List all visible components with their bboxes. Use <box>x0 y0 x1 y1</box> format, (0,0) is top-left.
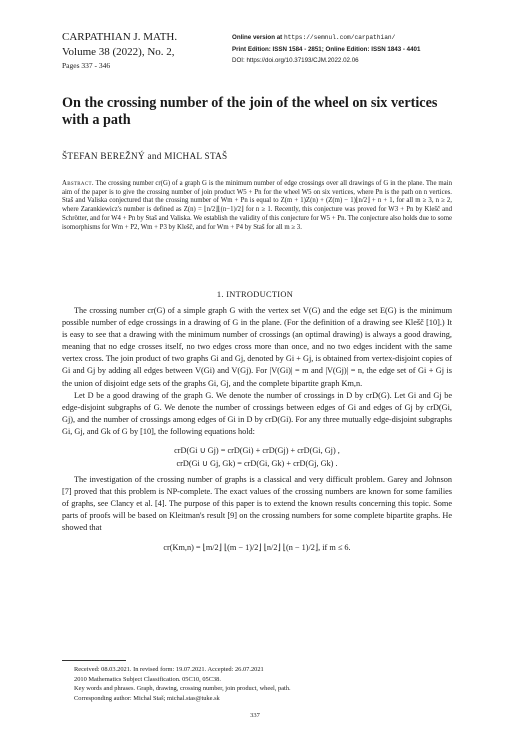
online-url[interactable]: https://semnul.com/carpathian/ <box>283 34 396 41</box>
equation-1: crD(Gi ∪ Gj) = crD(Gi) + crD(Gj) + crD(Gi, Gj) , <box>174 446 340 456</box>
equation-2: crD(Gi ∪ Gj, Gk) = crD(Gi, Gk) + crD(Gj, Gk) . <box>176 459 338 469</box>
corresponding-author: Corresponding author: Michal Staš; michal.stas@tuke.sk <box>74 694 220 702</box>
msc-classification: 2010 Mathematics Subject Classification. 05C10, 05C38. <box>74 675 221 683</box>
paragraph-2: Let D be a good drawing of the graph G. We denote the number of crossings in D by crD(G). Let Gi and Gj be edge-disjoint subgraphs of G. We denote the number of crossings between edges of Gi and edges of Gj by crD(Gi, Gj), and the number of crossings among edges of Gi in D by crD(Gi). For any three mutually edge-disjoint subgraphs Gi, Gj, and Gk of G by [10], the following equations hold: <box>62 390 452 436</box>
volume-line: Volume 38 (2022), No. 2, <box>62 46 175 58</box>
footnotes <box>62 665 462 703</box>
publication-info <box>232 32 462 67</box>
online-label: Online version at <box>232 34 283 41</box>
pages-line: Pages 337 - 346 <box>62 61 111 70</box>
authors: ŠTEFAN BEREŽNÝ and MICHAL STAŠ <box>62 151 228 161</box>
equation-block <box>62 444 452 470</box>
paragraph-1: The crossing number cr(G) of a simple graph G with the vertex set V(G) and the edge set E(G) is the minimum possible number of edge crossings in a drawing of G in the plane. (For the definition of a drawing see Klešč [10].) It is easy to see that a drawing with the minimum number of crossings (an optimal drawing) is always a good drawing, meaning that no edge crosses itself, no two edges cross more than once, and no two edges incident with the same vertex cross. The join product of two graphs Gi and Gj, denoted by Gi + Gj, is obtained from vertex-disjoint copies of Gi and Gj by adding all edges between V(Gi) and V(Gj). For |V(Gi)| = m and |V(Gj)| = n, the edge set of Gi + Gj is the union of disjoint edge sets of the graphs Gi, Gj, and the complete bipartite graph Km,n. <box>62 306 452 388</box>
doi-line[interactable]: DOI: https://doi.org/10.37193/CJM.2022.02.06 <box>232 57 359 64</box>
received-dates: Received: 08.03.2021. In revised form: 19.07.2021. Accepted: 26.07.2021 <box>74 666 264 673</box>
abstract-label: Abstract. <box>62 180 94 187</box>
abstract <box>62 180 452 232</box>
footnote-rule <box>62 660 126 661</box>
page-number: 337 <box>250 712 260 719</box>
keywords: Key words and phrases. Graph, drawing, crossing number, join product, wheel, path. <box>74 685 291 693</box>
issn-line: Print Edition: ISSN 1584 - 2851; Online Edition: ISSN 1843 - 4401 <box>232 45 421 53</box>
section-heading: 1. INTRODUCTION <box>216 290 294 299</box>
paper-title: On the crossing number of the join of the wheel on six vertices with a path <box>62 95 438 128</box>
paragraph-3: The investigation of the crossing number of graphs is a classical and very difficult problem. Garey and Johnson [7] proved that this problem is NP-complete. The exact values of the crossing numbers are known for some families of graphs, see Clancy et al. [4]. The purpose of this paper is to extend the known results concerning this topic. Some parts of proofs will be based on Kleitman's result [9] on the crossing numbers for some complete bipartite graphs. He showed that <box>62 475 452 533</box>
journal-name: CARPATHIAN J. MATH. <box>62 31 178 43</box>
abstract-text: The crossing number cr(G) of a graph G is the minimum number of edge crossings over all drawings of G in the plane. The main aim of the paper is to give the crossing number of join product W5 + Pn for the wheel W5 on six vertices, where Pn is the path on n vertices. Staš and Valiska conjectured that the crossing number of Wm + Pn is equal to Z(m + 1)Z(n) + (Z(m) − 1)⌊n/2⌋ + n + 1, for all m ≥ 3, n ≥ 2, where Zarankiewicz's number is defined as Z(n) = ⌊n/2⌋⌊(n−1)/2⌋ for n ≥ 1. Recently, this conjecture was proved for W3 + Pn by Klešč and Schrötter, and for W4 + Pn by Staš and Valiska. We establish the validity of this conjecture for W5 + Pn. The conjecture also holds due to some isomorphisms for Wm + P2, Wm + P3 by Klešč, and for Wm + P4 by Staš for all m ≥ 3. <box>62 180 452 231</box>
journal-header <box>62 30 212 72</box>
equation-3: cr(Km,n) = ⌊m/2⌋ ⌊(m − 1)/2⌋ ⌊n/2⌋ ⌊(n − 1)/2⌋, if m ≤ 6. <box>163 542 351 552</box>
main-text <box>62 305 452 558</box>
